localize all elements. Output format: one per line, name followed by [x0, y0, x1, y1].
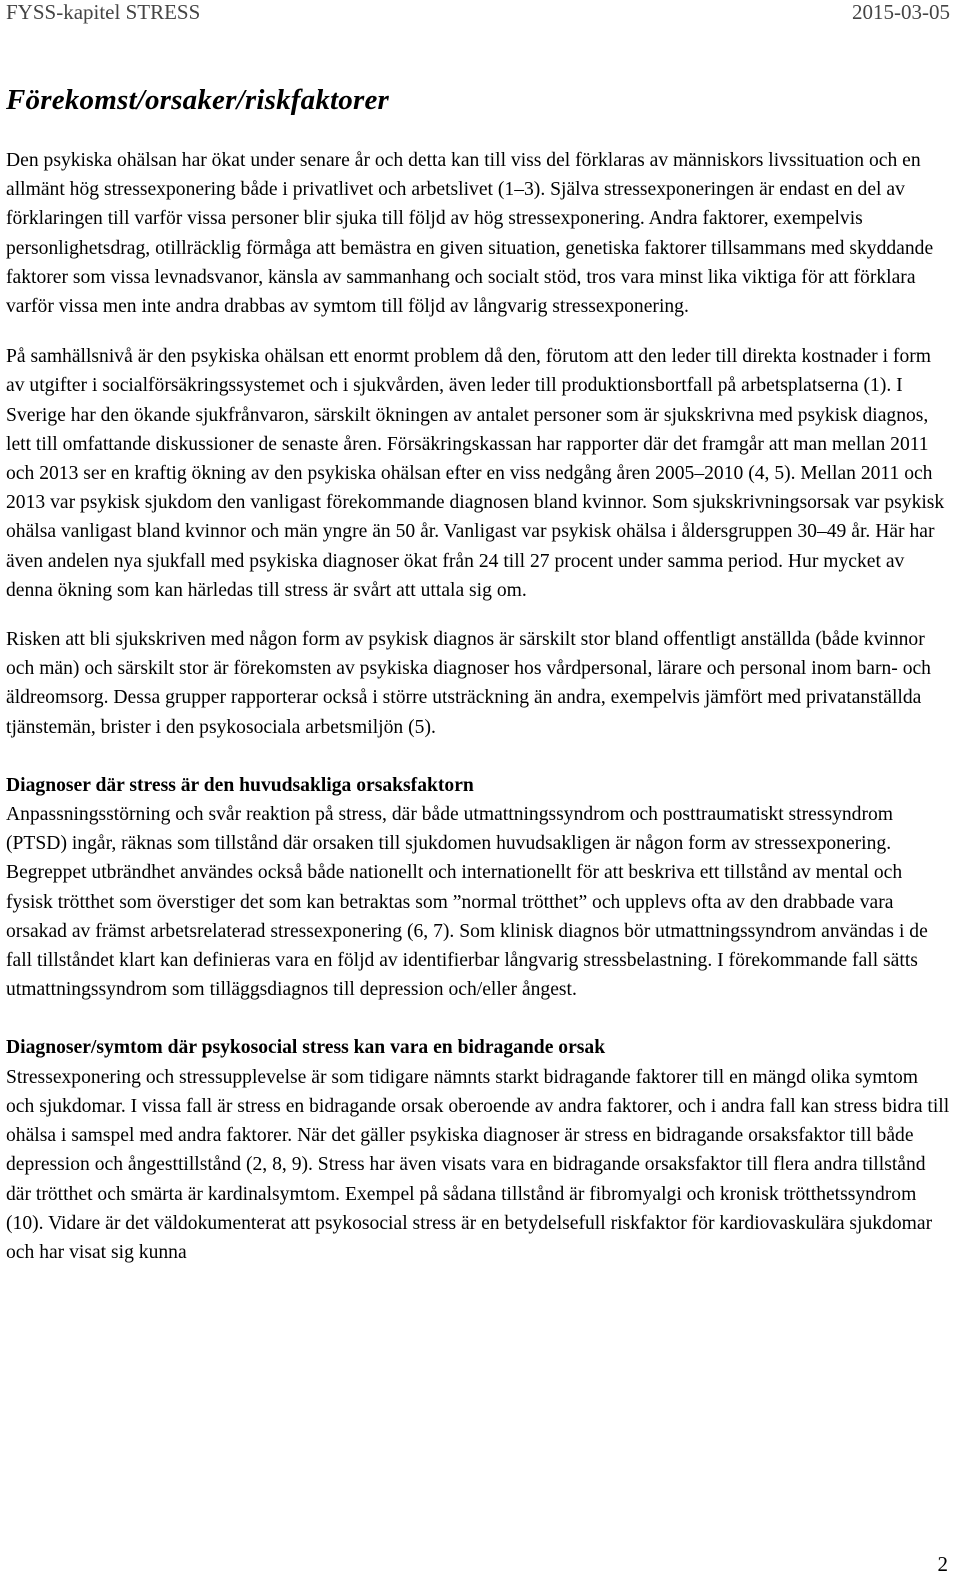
paragraph-prevalence: Den psykiska ohälsan har ökat under senare år och detta kan till viss del förklaras av människors livssituation och en allmänt hög stressexponering både i privatlivet och arbetslivet (1–3). Själva stressexponeringen är endast en del av förklaringen till varför vissa personer blir sjuka till följd av hög stressexponering. Andra faktorer, exempelvis personlighetsdrag, otillräcklig förmåga att bemästra en given situation, genetiska faktorer tillsammans med skyddande faktorer som vissa levnadsvanor, känsla av sammanhang och socialt stöd, tros vara minst lika viktiga för att förklara varför vissa men inte andra drabbas av symtom till följd av långvarig stressexponering.	[6, 150, 934, 318]
subheading-contributing-cause-diagnoses: Diagnoser/symtom där psykosocial stress kan vara en bidragande orsak	[6, 1037, 606, 1059]
page-header	[6, 0, 950, 24]
section-title: Förekomst/orsaker/riskfaktorer	[6, 84, 390, 116]
paragraph-main-cause-diagnoses: Anpassningsstörning och svår reaktion på stress, där både utmattningssyndrom och posttraumatiskt stressyndrom (PTSD) ingår, räknas som tillstånd där orsaken till sjukdomen huvudsakligen är någon form av stressexponering. Begreppet utbrändhet användes också både nationellt och internationellt för att beskriva ett tillstånd av mental och fysisk trötthet som överstiger det som kan betraktas som ”normal trötthet” och upplevs ofta av den drabbade vara orsakad av främst arbetsrelaterad stressexponering (6, 7). Som klinisk diagnos bör utmattningssyndrom användas i de fall tillståndet klart kan definieras vara en följd av identifierbar långvarig stressbelastning. I förekommande fall sätts utmattningssyndrom som tilläggsdiagnos till depression och/eller ångest.	[6, 804, 928, 1001]
document-body	[6, 82, 950, 1287]
page-number: 2	[937, 1552, 948, 1576]
subheading-main-cause-diagnoses: Diagnoser där stress är den huvudsakliga orsaksfaktorn	[6, 774, 474, 796]
paragraph-risk-groups: Risken att bli sjukskriven med någon form av psykisk diagnos är särskilt stor bland offentligt anställda (både kvinnor och män) och särskilt stor är förekomsten av psykiska diagnoser hos vårdpersonal, lärare och personal inom barn- och äldreomsorg. Dessa grupper rapporterar också i större utsträckning än andra, exempelvis jämfört med privatanställda tjänstemän, brister i den psykosociala arbetsmiljön (5).	[6, 629, 931, 738]
header-chapter-title: FYSS-kapitel STRESS	[6, 0, 201, 24]
paragraph-contributing-cause-diagnoses: Stressexponering och stressupplevelse är som tidigare nämnts starkt bidragande faktorer till en mängd olika symtom och sjukdomar. I vissa fall är stress en bidragande orsak oberoende av andra faktorer, och i andra fall kan stress bidra till ohälsa i samspel med andra faktorer. När det gäller psykiska diagnoser är stress en bidragande orsaksfaktor till både depression och ångesttillstånd (2, 8, 9). Stress har även visats vara en bidragande orsaksfaktor till flera andra tillstånd där trötthet och smärta är kardinalsymtom. Exempel på sådana tillstånd är fibromyalgi och kronisk trötthetssyndrom (10). Vidare är det väldokumenterat att psykosocial stress är en betydelsefull riskfaktor för kardiovaskulära sjukdomar och har visat sig kunna	[6, 1066, 950, 1263]
paragraph-societal-impact: På samhällsnivå är den psykiska ohälsan ett enormt problem då den, förutom att den leder till direkta kostnader i form av utgifter i socialförsäkringssystemet och i sjukvården, även leder till produktionsbortfall på arbetsplatserna (1). I Sverige har den ökande sjukfrånvaron, särskilt ökningen av antalet personer som är sjukskrivna med psykisk diagnos, lett till omfattande diskussioner de senaste åren. Försäkringskassan har rapporter där det framgår att man mellan 2011 och 2013 ser en kraftig ökning av den psykiska ohälsan efter en viss nedgång åren 2005–2010 (4, 5). Mellan 2011 och 2013 var psykisk sjukdom den vanligast förekommande diagnosen bland kvinnor. Som sjukskrivningsorsak var psykisk ohälsa vanligast bland kvinnor och män yngre än 50 år. Vanligast var psykisk ohälsa i åldersgruppen 30–49 år. Här har även andelen nya sjukfall med psykiska diagnoser ökat från 24 till 27 procent under samma period. Hur mycket av denna ökning som kan härledas till stress är svårt att uttala sig om.	[6, 346, 945, 601]
header-date: 2015-03-05	[852, 0, 950, 24]
